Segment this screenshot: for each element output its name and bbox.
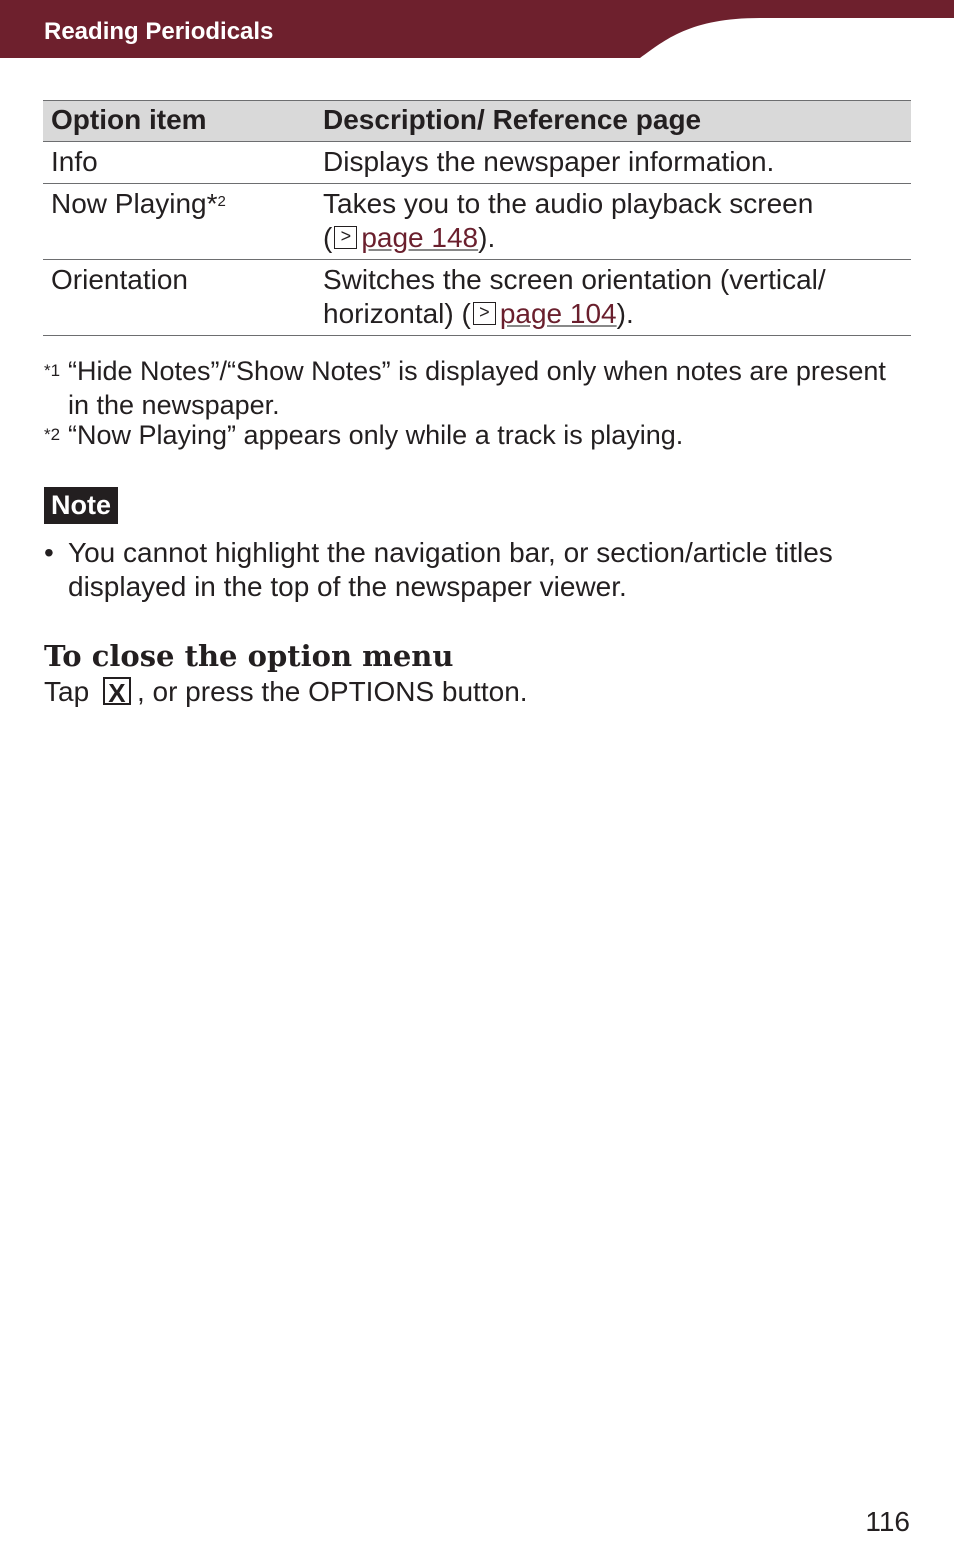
table-header-row (43, 101, 911, 142)
description-suffix: ). (478, 222, 496, 253)
table-row (43, 142, 911, 184)
header-title: Reading Periodicals (44, 18, 274, 45)
footnote-text: “Now Playing” appears only while a track is playing. (68, 420, 684, 450)
page-reference-link[interactable]: page 104 (499, 298, 617, 329)
page-header (0, 0, 954, 58)
column-header-option-item: Option item (43, 101, 315, 142)
note-label: Note (44, 487, 118, 524)
note-text: You cannot highlight the navigation bar, or section/article titles displayed in the top of the newspaper viewer. (68, 537, 833, 602)
footnote-mark: *1 (44, 361, 61, 380)
footnote-text: “Hide Notes”/“Show Notes” is displayed only when notes are present in the newspaper. (68, 356, 886, 420)
footnote-superscript: 2 (217, 193, 226, 210)
options-table (43, 100, 911, 336)
reference-arrow-icon: > (334, 226, 357, 249)
footnotes (44, 354, 904, 452)
table-row (43, 260, 911, 336)
option-item-cell (43, 184, 315, 260)
instruction-text-after: , or press the OPTIONS button. (136, 676, 528, 707)
section-title: To close the option menu (44, 639, 454, 673)
close-icon: X (103, 677, 131, 705)
description-cell (315, 260, 911, 336)
description-text: Switches the screen orientation (vertical/ (323, 264, 826, 295)
option-item-cell: Info (43, 142, 315, 184)
column-header-description: Description/ Reference page (315, 101, 911, 142)
instruction-text-before: Tap (44, 676, 90, 707)
page-reference-link[interactable]: page 148 (361, 222, 479, 253)
description-prefix: horizontal) ( (323, 298, 471, 329)
description-suffix: ). (616, 298, 634, 329)
option-item-cell: Orientation (43, 260, 315, 336)
description-cell: Displays the newspaper information. (315, 142, 911, 184)
reference-arrow-icon: > (473, 302, 496, 325)
close-instruction (44, 674, 528, 711)
description-text: Takes you to the audio playback screen (323, 188, 814, 219)
footnote (44, 354, 904, 422)
note-list-item (44, 536, 914, 604)
description-cell (315, 184, 911, 260)
table-row (43, 184, 911, 260)
bullet-icon: • (44, 537, 54, 568)
option-item-label: Now Playing* (51, 188, 218, 219)
footnote-mark: *2 (44, 425, 61, 444)
footnote (44, 418, 904, 452)
description-prefix: ( (323, 222, 333, 253)
page-number: 116 (865, 1506, 910, 1537)
